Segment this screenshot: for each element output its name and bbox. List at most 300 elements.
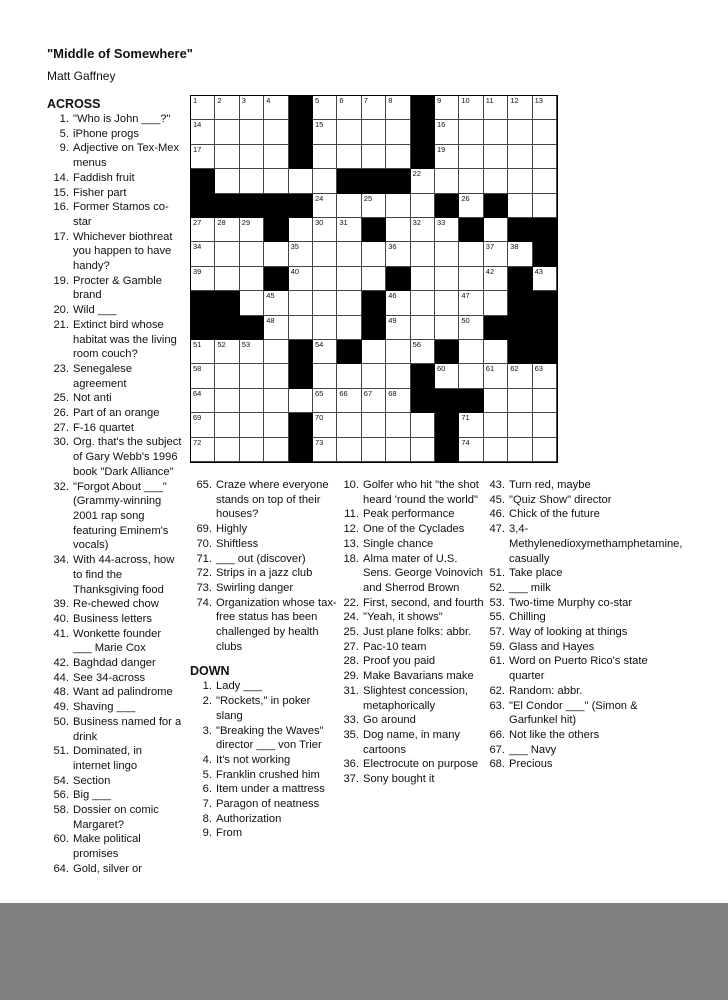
grid-cell[interactable] — [289, 389, 313, 413]
down-clue — [485, 728, 685, 743]
clue-number: 14. — [53, 171, 69, 184]
grid-cell[interactable] — [362, 438, 386, 462]
grid-cell[interactable] — [313, 291, 337, 315]
grid-cell[interactable] — [362, 194, 386, 218]
down-clue — [485, 654, 685, 683]
grid-cell[interactable] — [533, 169, 557, 193]
grid-cell[interactable] — [240, 218, 264, 242]
grid-cell[interactable] — [386, 145, 410, 169]
grid-cell[interactable] — [191, 267, 215, 291]
grid-cell[interactable] — [264, 242, 288, 266]
grid-cell[interactable] — [411, 413, 435, 437]
down-clue — [190, 782, 338, 797]
across-clue — [190, 478, 338, 522]
grid-cell[interactable] — [484, 413, 508, 437]
grid-cell[interactable] — [264, 413, 288, 437]
clue-number: 66. — [489, 728, 505, 741]
grid-cell[interactable] — [484, 96, 508, 120]
grid-black-square — [191, 169, 215, 193]
grid-cell[interactable] — [337, 364, 361, 388]
grid-cell[interactable] — [435, 364, 459, 388]
grid-cell[interactable] — [215, 364, 239, 388]
grid-cell[interactable] — [337, 96, 361, 120]
grid-cell[interactable] — [240, 291, 264, 315]
grid-cell[interactable] — [435, 120, 459, 144]
grid-cell[interactable] — [362, 413, 386, 437]
across-clue-list — [47, 112, 182, 877]
grid-cell[interactable] — [337, 218, 361, 242]
grid-cell[interactable] — [435, 267, 459, 291]
grid-cell[interactable] — [435, 145, 459, 169]
grid-cell[interactable] — [508, 364, 532, 388]
grid-black-square — [411, 364, 435, 388]
grid-cell[interactable] — [459, 120, 483, 144]
grid-cell[interactable] — [313, 413, 337, 437]
grid-cell[interactable] — [191, 96, 215, 120]
grid-cell[interactable] — [215, 218, 239, 242]
grid-cell[interactable] — [459, 438, 483, 462]
grid-cell[interactable] — [264, 169, 288, 193]
grid-cell[interactable] — [362, 145, 386, 169]
grid-cell[interactable] — [411, 194, 435, 218]
grid-cell[interactable] — [362, 389, 386, 413]
grid-cell[interactable] — [386, 120, 410, 144]
grid-black-square — [533, 218, 557, 242]
grid-cell[interactable] — [264, 145, 288, 169]
grid-cell[interactable] — [386, 218, 410, 242]
grid-cell[interactable] — [386, 364, 410, 388]
clue-text: 3,4-Methylenedioxymethamphetamine, casually — [509, 523, 683, 565]
grid-cell[interactable] — [313, 438, 337, 462]
grid-cell[interactable] — [484, 364, 508, 388]
clue-text: Adjective on Tex-Mex menus — [73, 142, 180, 170]
across-clue — [47, 200, 182, 229]
clue-column-2 — [190, 478, 338, 841]
grid-cell[interactable] — [313, 340, 337, 364]
grid-cell[interactable] — [215, 389, 239, 413]
grid-cell[interactable] — [484, 120, 508, 144]
grid-cell[interactable] — [289, 169, 313, 193]
across-clue — [47, 406, 182, 421]
grid-cell[interactable] — [459, 291, 483, 315]
grid-cell[interactable] — [411, 267, 435, 291]
grid-cell[interactable] — [533, 96, 557, 120]
grid-cell-number: 16 — [437, 120, 446, 130]
grid-cell[interactable] — [240, 267, 264, 291]
grid-cell[interactable] — [362, 364, 386, 388]
grid-cell[interactable] — [264, 316, 288, 340]
grid-cell-number: 51 — [193, 340, 202, 349]
grid-cell[interactable] — [240, 242, 264, 266]
down-clue — [485, 493, 685, 508]
grid-cell[interactable] — [411, 291, 435, 315]
grid-cell[interactable] — [289, 242, 313, 266]
grid-cell-number: 49 — [388, 315, 397, 325]
grid-cell[interactable] — [533, 120, 557, 144]
grid-cell[interactable] — [386, 389, 410, 413]
grid-cell[interactable] — [508, 169, 532, 193]
grid-cell[interactable] — [215, 145, 239, 169]
grid-cell[interactable] — [264, 291, 288, 315]
grid-cell[interactable] — [337, 413, 361, 437]
clue-text: Wonkette founder ___ Marie Cox — [73, 627, 162, 655]
clue-text: Chilling — [509, 611, 546, 624]
down-clue — [338, 537, 486, 552]
grid-cell[interactable] — [264, 389, 288, 413]
clue-number: 71. — [196, 552, 212, 565]
down-clue — [485, 743, 685, 758]
grid-cell[interactable] — [191, 242, 215, 266]
across-clue — [47, 230, 182, 274]
grid-cell[interactable] — [386, 340, 410, 364]
clue-text: With 44-across, how to find the Thanksgiving food — [73, 554, 175, 596]
grid-cell[interactable] — [411, 218, 435, 242]
clue-number: 57. — [489, 626, 505, 639]
clue-text: Wild ___ — [73, 304, 117, 317]
across-clue — [47, 774, 182, 789]
down-clue — [485, 699, 685, 728]
grid-cell[interactable] — [435, 316, 459, 340]
grid-cell[interactable] — [289, 267, 313, 291]
clue-text: Swirling danger — [216, 581, 294, 594]
grid-cell[interactable] — [411, 340, 435, 364]
grid-cell[interactable] — [386, 96, 410, 120]
clue-number: 64. — [53, 862, 69, 875]
grid-cell[interactable] — [313, 169, 337, 193]
clue-number: 60. — [53, 833, 69, 846]
grid-cell[interactable] — [191, 340, 215, 364]
grid-black-square — [533, 242, 557, 266]
grid-cell[interactable] — [337, 267, 361, 291]
grid-cell-number: 37 — [485, 242, 495, 252]
across-clue — [47, 186, 182, 201]
grid-cell[interactable] — [484, 389, 508, 413]
grid-black-square — [411, 389, 435, 413]
grid-cell[interactable] — [459, 316, 483, 340]
grid-cell[interactable] — [484, 438, 508, 462]
clue-number: 27. — [343, 640, 359, 653]
down-clue — [338, 522, 486, 537]
grid-cell[interactable] — [386, 316, 410, 340]
clue-text: Craze where everyone stands on top of their houses? — [216, 479, 329, 521]
grid-cell[interactable] — [435, 169, 459, 193]
grid-cell[interactable] — [337, 194, 361, 218]
grid-cell[interactable] — [411, 169, 435, 193]
grid-cell[interactable] — [459, 242, 483, 266]
grid-cell[interactable] — [337, 316, 361, 340]
clue-number: 17. — [53, 230, 69, 243]
grid-cell[interactable] — [435, 218, 459, 242]
across-clue — [190, 552, 338, 567]
grid-cell[interactable] — [362, 242, 386, 266]
grid-cell[interactable] — [215, 340, 239, 364]
grid-cell[interactable] — [533, 438, 557, 462]
clue-number: 1. — [59, 113, 69, 125]
grid-cell[interactable] — [459, 145, 483, 169]
down-clue — [338, 478, 486, 507]
grid-cell[interactable] — [240, 169, 264, 193]
clue-number: 23. — [53, 362, 69, 375]
grid-black-square — [240, 194, 264, 218]
grid-black-square — [264, 218, 288, 242]
across-clue — [47, 435, 182, 479]
clue-number: 63. — [489, 699, 505, 712]
clue-text: Dossier on comic Margaret? — [73, 804, 159, 831]
grid-cell[interactable] — [508, 413, 532, 437]
grid-cell[interactable] — [240, 96, 264, 120]
grid-cell[interactable] — [508, 242, 532, 266]
grid-cell[interactable] — [215, 413, 239, 437]
grid-cell[interactable] — [240, 413, 264, 437]
grid-cell[interactable] — [191, 438, 215, 462]
grid-black-square — [289, 120, 313, 144]
clue-number: 2. — [202, 695, 212, 708]
grid-cell[interactable] — [313, 364, 337, 388]
down-clue — [190, 797, 338, 812]
clue-number: 61. — [489, 655, 505, 668]
clue-number: 18. — [343, 552, 359, 565]
grid-cell[interactable] — [240, 389, 264, 413]
grid-cell-number: 54 — [315, 340, 324, 349]
clue-number: 41. — [53, 627, 69, 640]
grid-cell[interactable] — [533, 267, 557, 291]
grid-cell[interactable] — [337, 389, 361, 413]
grid-cell[interactable] — [484, 145, 508, 169]
clue-text: Way of looking at things — [509, 626, 628, 639]
down-clue — [485, 566, 685, 581]
down-clue — [338, 713, 486, 728]
grid-cell[interactable] — [362, 120, 386, 144]
clue-number: 5. — [59, 127, 69, 140]
grid-cell[interactable] — [313, 120, 337, 144]
grid-cell[interactable] — [215, 438, 239, 462]
grid-cell[interactable] — [386, 242, 410, 266]
clue-text: Highly — [216, 523, 248, 536]
grid-cell[interactable] — [362, 267, 386, 291]
clue-number: 24. — [343, 611, 359, 624]
grid-cell[interactable] — [337, 438, 361, 462]
grid-cell[interactable] — [313, 389, 337, 413]
grid-cell[interactable] — [484, 169, 508, 193]
grid-cell-number: 5 — [315, 96, 320, 105]
grid-cell[interactable] — [191, 389, 215, 413]
grid-cell[interactable] — [411, 438, 435, 462]
grid-cell[interactable] — [337, 242, 361, 266]
grid-cell-number: 2 — [217, 96, 222, 105]
grid-cell[interactable] — [264, 364, 288, 388]
grid-cell[interactable] — [484, 267, 508, 291]
clue-number: 54. — [53, 774, 69, 787]
clue-text: Gold, silver or — [73, 862, 143, 875]
grid-cell-number: 4 — [266, 96, 271, 105]
grid-cell[interactable] — [533, 194, 557, 218]
grid-cell[interactable] — [508, 145, 532, 169]
grid-cell[interactable] — [289, 218, 313, 242]
grid-cell[interactable] — [386, 438, 410, 462]
grid-cell[interactable] — [264, 96, 288, 120]
grid-cell-number: 3 — [241, 96, 246, 105]
grid-cell[interactable] — [533, 364, 557, 388]
grid-cell[interactable] — [313, 267, 337, 291]
clue-text: Organization whose tax-free status has been challenged by health clubs — [216, 596, 337, 653]
down-clue — [190, 768, 338, 783]
grid-cell-number: 74 — [461, 437, 470, 447]
grid-cell[interactable] — [240, 340, 264, 364]
grid-cell[interactable] — [459, 96, 483, 120]
grid-cell-number: 30 — [315, 218, 324, 227]
across-clue — [47, 597, 182, 612]
grid-cell-number: 69 — [193, 413, 202, 423]
across-clue — [47, 803, 182, 832]
down-clue — [338, 552, 486, 596]
grid-cell[interactable] — [240, 120, 264, 144]
grid-cell[interactable] — [215, 169, 239, 193]
grid-cell[interactable] — [337, 145, 361, 169]
grid-cell[interactable] — [435, 96, 459, 120]
grid-black-square — [289, 364, 313, 388]
grid-cell[interactable] — [459, 413, 483, 437]
clue-number: 51. — [53, 745, 69, 758]
grid-cell[interactable] — [386, 413, 410, 437]
grid-cell-number: 25 — [363, 193, 373, 203]
grid-cell[interactable] — [337, 291, 361, 315]
clue-number: 44. — [53, 671, 69, 684]
clue-number: 30. — [53, 436, 69, 449]
clue-text: "Rockets," in poker slang — [216, 695, 311, 722]
grid-cell[interactable] — [386, 194, 410, 218]
grid-cell[interactable] — [289, 291, 313, 315]
grid-black-square — [191, 291, 215, 315]
across-clue — [190, 522, 338, 537]
down-clue — [485, 507, 685, 522]
grid-cell[interactable] — [484, 340, 508, 364]
grid-black-square — [264, 267, 288, 291]
grid-cell[interactable] — [508, 120, 532, 144]
grid-cell[interactable] — [313, 96, 337, 120]
grid-cell[interactable] — [362, 340, 386, 364]
grid-cell[interactable] — [459, 267, 483, 291]
clue-number: 49. — [53, 701, 69, 714]
grid-cell-number: 27 — [193, 218, 202, 227]
grid-cell[interactable] — [435, 291, 459, 315]
grid-cell-number: 43 — [534, 266, 543, 276]
grid-cell[interactable] — [191, 364, 215, 388]
grid-cell[interactable] — [264, 340, 288, 364]
grid-black-square — [362, 291, 386, 315]
grid-cell[interactable] — [484, 242, 508, 266]
grid-black-square — [289, 194, 313, 218]
grid-cell[interactable] — [484, 218, 508, 242]
grid-cell[interactable] — [386, 291, 410, 315]
grid-cell[interactable] — [508, 96, 532, 120]
grid-cell-number: 34 — [193, 242, 202, 252]
clue-number: 10. — [343, 479, 359, 491]
grid-cell-number: 12 — [510, 96, 519, 105]
grid-cell-number: 68 — [388, 388, 397, 398]
grid-cell-number: 38 — [510, 242, 519, 252]
grid-cell[interactable] — [435, 242, 459, 266]
grid-cell[interactable] — [313, 218, 337, 242]
clue-text: "Forgot About ___" (Grammy-winning 2001 rap song featuring Eminem's vocals) — [73, 480, 169, 552]
grid-cell-number: 70 — [315, 413, 324, 423]
down-clue-list-continued — [338, 478, 486, 787]
grid-cell[interactable] — [411, 242, 435, 266]
grid-black-square — [240, 316, 264, 340]
down-clue — [338, 654, 486, 669]
grid-cell[interactable] — [313, 242, 337, 266]
grid-cell[interactable] — [240, 364, 264, 388]
grid-cell[interactable] — [215, 267, 239, 291]
clue-text: ___ Navy — [509, 743, 557, 756]
grid-cell-number: 26 — [461, 193, 470, 203]
grid-cell-number: 48 — [266, 315, 275, 325]
grid-cell[interactable] — [337, 120, 361, 144]
grid-cell[interactable] — [289, 316, 313, 340]
grid-cell[interactable] — [313, 316, 337, 340]
clue-text: "El Condor ___" (Simon & Garfunkel hit) — [509, 699, 638, 727]
grid-cell[interactable] — [533, 145, 557, 169]
grid-cell[interactable] — [215, 242, 239, 266]
grid-cell[interactable] — [459, 169, 483, 193]
across-clue — [47, 612, 182, 627]
grid-black-square — [337, 169, 361, 193]
grid-black-square — [533, 316, 557, 340]
grid-cell[interactable] — [264, 438, 288, 462]
grid-cell[interactable] — [508, 438, 532, 462]
grid-cell[interactable] — [215, 96, 239, 120]
grid-cell[interactable] — [508, 194, 532, 218]
grid-cell[interactable] — [459, 364, 483, 388]
clue-text: Go around — [363, 714, 416, 727]
grid-black-square — [508, 291, 532, 315]
grid-cell[interactable] — [191, 145, 215, 169]
grid-cell[interactable] — [264, 120, 288, 144]
grid-cell[interactable] — [215, 120, 239, 144]
grid-cell[interactable] — [484, 291, 508, 315]
clue-text: Baghdad danger — [73, 657, 156, 670]
grid-cell-number: 67 — [363, 388, 373, 398]
grid-cell[interactable] — [313, 145, 337, 169]
clue-number: 65. — [196, 479, 212, 491]
grid-cell[interactable] — [191, 120, 215, 144]
grid-black-square — [362, 169, 386, 193]
grid-cell-number: 46 — [388, 291, 397, 301]
grid-cell-number: 65 — [315, 388, 324, 398]
grid-cell[interactable] — [240, 438, 264, 462]
clue-number: 70. — [196, 537, 212, 550]
down-heading: DOWN — [190, 664, 230, 679]
grid-cell-number: 14 — [193, 120, 202, 130]
grid-cell[interactable] — [191, 413, 215, 437]
grid-cell[interactable] — [533, 413, 557, 437]
grid-cell[interactable] — [508, 389, 532, 413]
clue-text: Fisher part — [73, 186, 127, 199]
clue-number: 42. — [53, 657, 69, 670]
clue-number: 9. — [59, 142, 69, 155]
across-clue — [47, 553, 182, 597]
grid-cell[interactable] — [411, 316, 435, 340]
grid-cell[interactable] — [459, 194, 483, 218]
grid-cell[interactable] — [240, 145, 264, 169]
grid-cell[interactable] — [459, 340, 483, 364]
grid-black-square — [215, 194, 239, 218]
grid-cell[interactable] — [362, 96, 386, 120]
grid-cell[interactable] — [191, 218, 215, 242]
grid-cell[interactable] — [533, 389, 557, 413]
clue-number: 36. — [343, 758, 359, 771]
clue-number: 67. — [489, 743, 505, 756]
grid-cell[interactable] — [313, 194, 337, 218]
